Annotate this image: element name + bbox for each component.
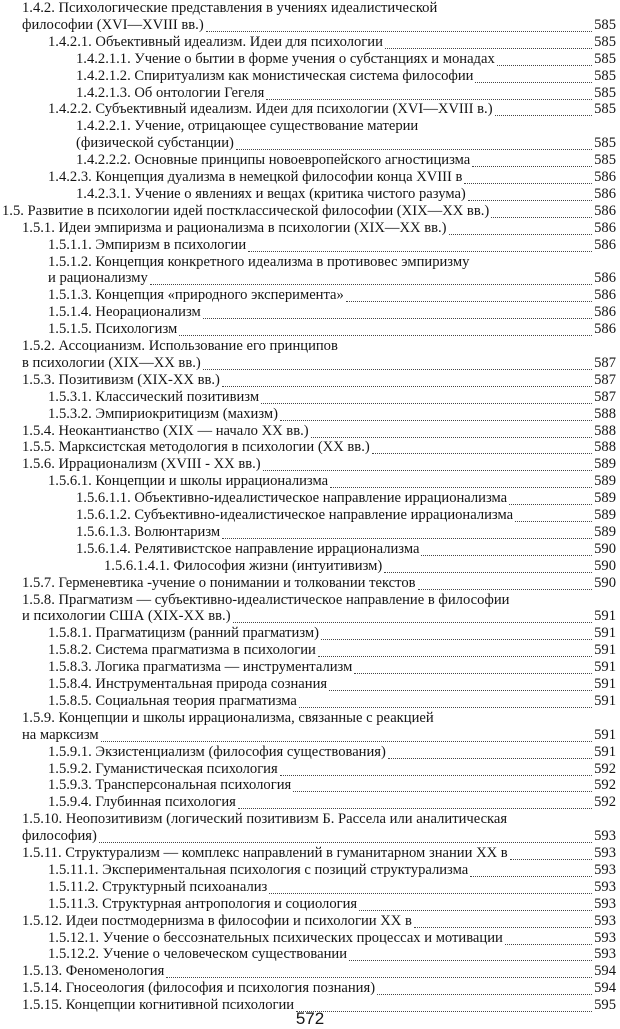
toc-entry (76, 541, 616, 558)
dot-leader (509, 500, 592, 505)
toc-entry-page: 591 (594, 692, 616, 709)
toc-entry-page: 589 (594, 507, 616, 523)
toc-entry (48, 270, 616, 287)
toc-entry (48, 473, 616, 490)
toc-entry-title: философия) (22, 828, 97, 845)
toc-entry-page: 586 (594, 304, 616, 321)
toc-entry-title: и психологии США (XIX-XX вв.) (22, 608, 231, 625)
toc-entry-title: 1.5.8.5. Социальная теория прагматизма (48, 692, 297, 709)
toc-entry-page: 594 (594, 963, 616, 980)
toc-entry-page: 587 (594, 371, 616, 388)
toc-entry-title: 1.5.1.5. Психологизм (48, 321, 178, 338)
toc-entry (22, 980, 616, 997)
toc-entry-page: 593 (594, 929, 616, 946)
dot-leader (497, 61, 592, 66)
toc-entry-page: 585 (594, 67, 616, 84)
toc-entry-page: 586 (594, 202, 616, 219)
toc-entry (22, 828, 616, 845)
toc-entry (22, 963, 616, 980)
toc-entry-title: 1.5.8.2. Система прагматизма в психологии (48, 642, 316, 659)
toc-entry (22, 845, 616, 862)
dot-leader (261, 399, 592, 404)
dot-leader (421, 551, 592, 556)
toc-entry-page: 591 (594, 642, 616, 659)
dot-leader (472, 162, 592, 167)
toc-entry (48, 676, 616, 693)
toc-entry (22, 355, 616, 372)
toc-entry-title: 1.5.11. Структурализм — комплекс направлений в гуманитарном знании XX в (22, 845, 508, 861)
toc-entry-page: 593 (594, 861, 616, 878)
dot-leader (505, 940, 592, 945)
toc-entry-title: 1.5.4. Неокантианство (XIX — начало XX вв.) (22, 422, 309, 439)
toc-entry-title: 1.5.3.2. Эмпириокритицизм (махизм) (48, 405, 279, 422)
dot-leader (280, 416, 592, 421)
toc-entry-page: 593 (594, 878, 616, 895)
dot-leader (418, 585, 593, 590)
toc-entry (48, 693, 616, 710)
toc-entry (22, 372, 616, 389)
toc-entry (48, 389, 616, 406)
toc-entry-title: философии (XVI—XVIII вв.) (22, 16, 204, 33)
toc-entry (48, 254, 469, 271)
toc-entry-title: 1.5.10. Неопозитивизм (логический позитивизм Б. Рассела или аналитическая (22, 811, 508, 828)
toc-entry (104, 558, 616, 575)
toc-entry (48, 406, 616, 423)
toc-entry-title: 1.5.8.4. Инструментальная природа сознания (48, 676, 328, 692)
toc-entry-page: 593 (594, 828, 616, 845)
toc-entry-page: 592 (594, 760, 616, 777)
toc-entry (76, 152, 616, 169)
toc-entry (22, 811, 507, 828)
dot-leader (299, 703, 592, 708)
toc-entry-page: 590 (594, 557, 616, 574)
toc-entry-page: 585 (594, 152, 616, 169)
toc-entry-title: 1.5.6.1.1. Объективно-идеалистическое направление иррационализма (76, 490, 508, 507)
toc-entry (22, 423, 616, 440)
dot-leader (510, 855, 592, 860)
toc-entry-title: 1.4.2.1.1. Учение о бытии в форме учения о субстанциях и монадах (76, 50, 495, 67)
dot-leader (359, 906, 592, 911)
toc-entry-page: 593 (594, 845, 616, 861)
dot-leader (222, 534, 592, 539)
dot-leader (330, 483, 592, 488)
toc-entry (76, 68, 616, 85)
dot-leader (515, 517, 592, 522)
toc-entry (22, 608, 616, 625)
dot-leader (377, 990, 592, 995)
dot-leader (384, 568, 592, 573)
toc-entry (48, 794, 616, 811)
toc-entry-title: 1.5.8.1. Прагматицизм (ранний прагматизм) (48, 625, 319, 642)
toc-entry (22, 456, 616, 473)
toc-entry (48, 642, 616, 659)
toc-entry-title: 1.5.3. Позитивизм (XIX-XX вв.) (22, 371, 220, 388)
toc-entry-page: 588 (594, 405, 616, 422)
dot-leader (475, 78, 592, 83)
toc-entry-page: 586 (594, 185, 616, 202)
toc-entry (22, 913, 616, 930)
toc-entry (22, 220, 616, 237)
toc-entry-page: 595 (594, 997, 616, 1014)
toc-entry-page: 586 (594, 270, 616, 287)
toc-entry (76, 85, 616, 102)
toc-entry-page: 585 (594, 50, 616, 67)
toc-entry-page: 589 (594, 490, 616, 507)
toc-entry-title: 1.5.11.3. Структурная антропология и социология (48, 895, 358, 912)
toc-entry-page: 586 (594, 219, 616, 236)
dot-leader (206, 27, 592, 32)
dot-leader (311, 433, 593, 438)
toc-entry-page: 589 (594, 523, 616, 540)
dot-leader (385, 44, 592, 49)
toc-entry-title: 1.5.1.2. Концепция конкретного идеализма в противовес эмпиризму (48, 253, 470, 270)
dot-leader (346, 297, 592, 302)
toc-entry-page: 586 (594, 236, 616, 253)
toc-entry-page: 591 (594, 608, 616, 625)
toc-entry-title: 1.5.8.3. Логика прагматизма — инструментализм (48, 659, 353, 676)
toc-entry (76, 186, 616, 203)
toc-entry (76, 118, 418, 135)
toc-entry (48, 896, 616, 913)
toc-entry-title: 1.5.1.4. Неорационализм (48, 304, 201, 321)
toc-entry (48, 625, 616, 642)
dot-leader (321, 635, 592, 640)
dot-leader (233, 618, 593, 623)
toc-entry (48, 777, 616, 794)
dot-leader (203, 365, 592, 370)
dot-leader (263, 466, 592, 471)
toc-entry (22, 17, 616, 34)
toc-entry-title: 1.5.9.1. Экзистенциализм (философия существования) (48, 743, 386, 760)
toc-entry-title: 1.5.1.3. Концепция «природного эксперимента» (48, 287, 344, 304)
toc-entry-title: 1.5.11.2. Структурный психоанализ (48, 878, 268, 895)
toc-entry-title: 1.5. Развитие в психологии идей постклассической философии (XIX—XX вв.) (2, 202, 490, 219)
toc-entry-title: 1.5.6.1.4.1. Философия жизни (интуитивизм) (104, 557, 383, 574)
toc-entry-page: 588 (594, 422, 616, 439)
toc-entry-title: 1.5.5. Марксистская методология в психологии (XX вв.) (22, 439, 370, 456)
toc-entry-title: 1.5.9.3. Трансперсональная психология (48, 777, 292, 794)
toc-entry (48, 237, 616, 254)
dot-leader (449, 230, 593, 235)
toc-entry (76, 507, 616, 524)
toc-entry (48, 287, 616, 304)
dot-leader (468, 196, 592, 201)
toc-entry (22, 727, 616, 744)
toc-entry-title: 1.5.6.1.4. Релятивистское направление иррационализма (76, 540, 420, 557)
toc-entry (48, 879, 616, 896)
toc-entry-title: 1.5.6.1.3. Волюнтаризм (76, 523, 221, 540)
dot-leader (203, 314, 592, 319)
toc-entry-page: 593 (594, 946, 616, 963)
toc-entry-title: (физической субстанции) (76, 135, 234, 152)
toc-entry (48, 34, 616, 51)
toc-entry-page: 593 (594, 912, 616, 929)
dot-leader (179, 331, 592, 336)
dot-leader (248, 247, 592, 252)
toc-entry-page: 591 (594, 625, 616, 642)
toc-entry (22, 592, 509, 609)
toc-entry (48, 744, 616, 761)
toc-entry-title: 1.5.1. Идеи эмпиризма и рационализма в психологии (XIX—XX вв.) (22, 219, 447, 236)
toc-entry-page: 588 (594, 439, 616, 456)
toc-entry-title: 1.4.2.2.1. Учение, отрицающее существование материи (76, 118, 419, 135)
toc-entry-title: 1.4.2.1.3. Об онтологии Гегеля (76, 84, 265, 101)
toc-entry (48, 659, 616, 676)
toc-entry-page: 591 (594, 726, 616, 743)
toc-entry-page: 591 (594, 676, 616, 692)
toc-entry-title: и рационализму (48, 270, 148, 287)
toc-entry (48, 304, 616, 321)
toc-entry-title: 1.5.12.2. Учение о человеческом существовании (48, 946, 348, 963)
toc-entry (48, 946, 616, 963)
toc-entry-title: 1.5.2. Ассоцианизм. Использование его принципов (22, 338, 338, 354)
toc-entry-page: 590 (594, 574, 616, 591)
toc-entry (76, 135, 616, 152)
toc-entry-page: 585 (594, 135, 616, 152)
toc-entry-title: на марксизм (22, 726, 99, 743)
dot-leader (238, 804, 592, 809)
toc-entry-page: 586 (594, 287, 616, 304)
dot-leader (236, 145, 592, 150)
toc-entry-title: 1.5.7. Герменевтика -учение о понимании и толковании текстов (22, 574, 416, 591)
dot-leader (280, 771, 592, 776)
dot-leader (470, 872, 592, 877)
toc-entry-title: 1.5.3.1. Классический позитивизм (48, 388, 260, 405)
toc-entry-title: 1.5.6.1.2. Субъективно-идеалистическое направление иррационализма (76, 507, 514, 523)
toc-entry-title: 1.5.1.1. Эмпиризм в психологии (48, 236, 247, 253)
toc-entry-title: 1.5.13. Феноменология (22, 963, 165, 980)
toc-entry-title: 1.4.2.1. Объективный идеализм. Идеи для психологии (48, 33, 383, 50)
toc-entry (22, 575, 616, 592)
toc-entry-page: 587 (594, 388, 616, 405)
toc-entry-title: 1.4.2.1.2. Спиритуализм как монистическая система философии (76, 67, 474, 84)
toc-entry (48, 321, 616, 338)
toc-entry-page: 585 (594, 84, 616, 101)
toc-entry-page: 585 (594, 33, 616, 50)
dot-leader (269, 889, 592, 894)
toc-entry-page: 589 (594, 456, 616, 473)
toc-entry-page: 592 (594, 794, 616, 811)
dot-leader (491, 213, 592, 218)
toc-entry-title: 1.4.2.2.2. Основные принципы новоевропейского агностицизма (76, 152, 471, 169)
toc-entry-title: 1.4.2. Психологические представления в учениях идеалистической (22, 0, 438, 16)
dot-leader (101, 737, 592, 742)
toc-entry-title: 1.5.6. Иррационализм (XVIII - XX вв.) (22, 456, 261, 473)
dot-leader (318, 652, 592, 657)
toc-entry-title: 1.5.9. Концепции и школы иррационализма, связанные с реакцией (22, 709, 434, 726)
toc-entry-title: 1.5.9.4. Глубинная психология (48, 794, 236, 811)
dot-leader (464, 179, 592, 184)
toc-entry-page: 589 (594, 473, 616, 490)
toc-entry-page: 590 (594, 540, 616, 557)
toc-entry-title: 1.5.15. Концепции когнитивной психологии (22, 997, 295, 1014)
dot-leader (166, 973, 592, 978)
toc-entry-title: 1.5.8. Прагматизм — субъективно-идеалистическое направление в философии (22, 591, 510, 608)
dot-leader (293, 787, 592, 792)
dot-leader (372, 449, 592, 454)
toc-entry-page: 591 (594, 743, 616, 760)
toc-entry (48, 101, 616, 118)
dot-leader (150, 280, 592, 285)
toc-entry-page: 591 (594, 659, 616, 676)
toc-entry-title: 1.4.2.2. Субъективный идеализм. Идеи для психологии (XVI—XVIII в.) (48, 101, 493, 118)
dot-leader (354, 669, 592, 674)
toc-entry-page: 593 (594, 895, 616, 912)
toc-entry (22, 338, 338, 355)
toc-entry-page: 592 (594, 777, 616, 794)
toc-entry (76, 490, 616, 507)
toc-entry-title: 1.5.6.1. Концепции и школы иррационализма (48, 473, 329, 490)
toc-entry-page: 587 (594, 354, 616, 371)
toc-entry-page: 594 (594, 980, 616, 997)
toc-entry-title: 1.5.14. Гносеология (философия и психология познания) (22, 980, 376, 997)
dot-leader (414, 923, 592, 928)
dot-leader (388, 754, 592, 759)
toc-entry-title: 1.5.12.1. Учение о бессознательных психических процессах и мотивации (48, 929, 503, 946)
page-number: 572 (295, 1009, 325, 1028)
dot-leader (349, 956, 592, 961)
toc-entry (22, 710, 434, 727)
toc-entry (22, 439, 616, 456)
toc-entry-page: 585 (594, 101, 616, 118)
toc-entry (48, 930, 616, 947)
dot-leader (495, 111, 593, 116)
toc-entry (48, 862, 616, 879)
toc-entry (48, 169, 616, 186)
toc-entry-title: в психологии (XIX—XX вв.) (22, 354, 201, 371)
toc-entry-title: 1.5.12. Идеи постмодернизма в философии и психологии XX в (22, 912, 412, 929)
dot-leader (329, 686, 592, 691)
toc-entry-page: 585 (594, 16, 616, 33)
dot-leader (222, 382, 592, 387)
toc-entry (48, 761, 616, 778)
toc-entry (2, 203, 616, 220)
toc-entry-page: 586 (594, 321, 616, 338)
dot-leader (266, 95, 592, 100)
dot-leader (99, 838, 592, 843)
toc-entry (22, 0, 437, 17)
toc-entry-title: 1.5.11.1. Экспериментальная психология с позиций структурализма (48, 861, 469, 878)
toc-entry (76, 51, 616, 68)
toc-entry-title: 1.4.2.3.1. Учение о явлениях и вещах (критика чистого разума) (76, 185, 466, 202)
toc-entry-page: 586 (594, 169, 616, 185)
toc-entry (76, 524, 616, 541)
toc-entry-title: 1.4.2.3. Концепция дуализма в немецкой философии конца XVIII в (48, 169, 463, 185)
toc-entry-title: 1.5.9.2. Гуманистическая психология (48, 760, 278, 777)
